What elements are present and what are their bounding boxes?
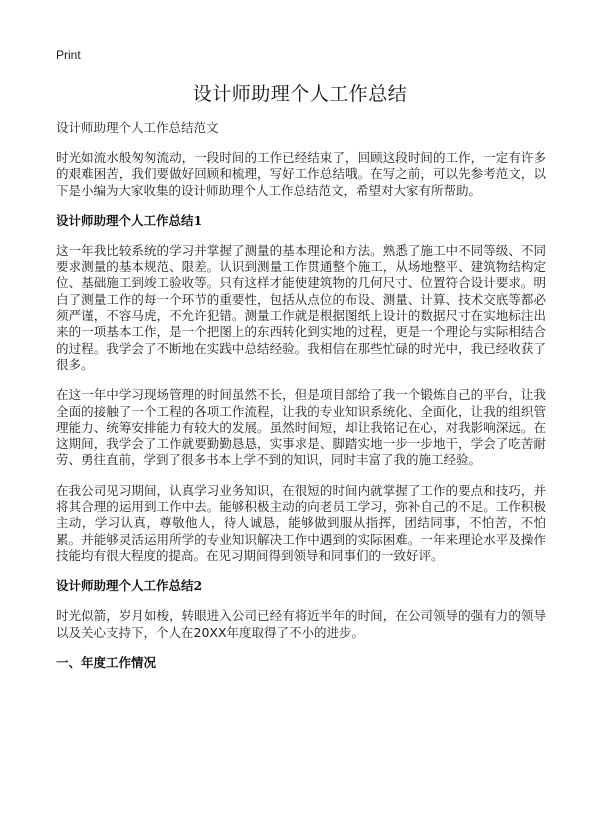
section1-paragraph-2: 在这一年中学习现场管理的时间虽然不长，但是项目部给了我一个锻炼自己的平台，让我全面的接触了一个工程的各项工作流程，让我的专业知识系统化、全面化，让我的组织管理能力、统筹安排能力有较大的发展。虽然时间短，却让我铭记在心，对我影响深远。在这期间，我学会了工作就要勤勤恳恳，实事求是、脚踏实地一步一步地干，学会了吃苦耐劳、勇往直前，学到了很多书本上学不到的知识，同时丰富了我的施工经验。	[56, 387, 546, 468]
page-title: 设计师助理个人工作总结	[192, 83, 408, 105]
print-link[interactable]: Print	[56, 48, 81, 62]
section-heading-1: 设计师助理个人工作总结1	[56, 212, 203, 228]
section2-paragraph-1: 时光似箭，岁月如梭，转眼进入公司已经有将近半年的时间，在公司领导的强有力的领导以及关心支持下，个人在20XX年度取得了不小的进步。	[56, 608, 546, 640]
section1-paragraph-1: 这一年我比较系统的学习并掌握了测量的基本理论和方法。熟悉了施工中不同等级、不同要求测量的基本规范、限差。认识到测量工作贯通整个施工，从场地整平、建筑物结构定位、基础施工到竣工验收等。只有这样才能使建筑物的几何尺寸、位置符合设计要求。明白了测量工作的每一个环节的重要性，包括从点位的布设、测量、计算、技术交底等都必须严谨，不容马虎，不允许犯错。测量工作就是根据图纸上设计的数据尺寸在实地标注出来的一项基本工作，是一个把图上的东西转化到实地的过程，更是一个理论与实际相结合的过程。我学会了不断地在实践中总结经验。我相信在那些忙碌的时光中，我已经收获了很多。	[56, 242, 546, 372]
section-heading-2: 设计师助理个人工作总结2	[56, 578, 203, 594]
document-body	[56, 120, 546, 685]
section1-paragraph-3: 在我公司见习期间，认真学习业务知识，在很短的时间内就掌握了工作的要点和技巧，并将其合理的运用到工作中去。能够积极主动的向老员工学习，弥补自己的不足。工作积极主动，学习认真，尊敬他人，待人诚恳，能够做到服从指挥，团结同事，不怕苦，不怕累。并能够灵活运用所学的专业知识解决工作中遇到的实际困难。一年来理论水平及操作技能均有很大程度的提高。在见习期间得到领导和同事们的一致好评。	[56, 482, 546, 563]
document-subtitle: 设计师助理个人工作总结范文	[56, 120, 219, 135]
section-heading-3: 一、年度工作情况	[56, 654, 157, 670]
intro-paragraph: 时光如流水般匆匆流动，一段时间的工作已经结束了，回顾这段时间的工作，一定有许多的艰难困苦，我们要做好回顾和梳理，写好工作总结哦。在写之前，可以先参考范文，以下是小编为大家收集的设计师助理个人工作总结范文，希望对大家有所帮助。	[56, 150, 546, 198]
